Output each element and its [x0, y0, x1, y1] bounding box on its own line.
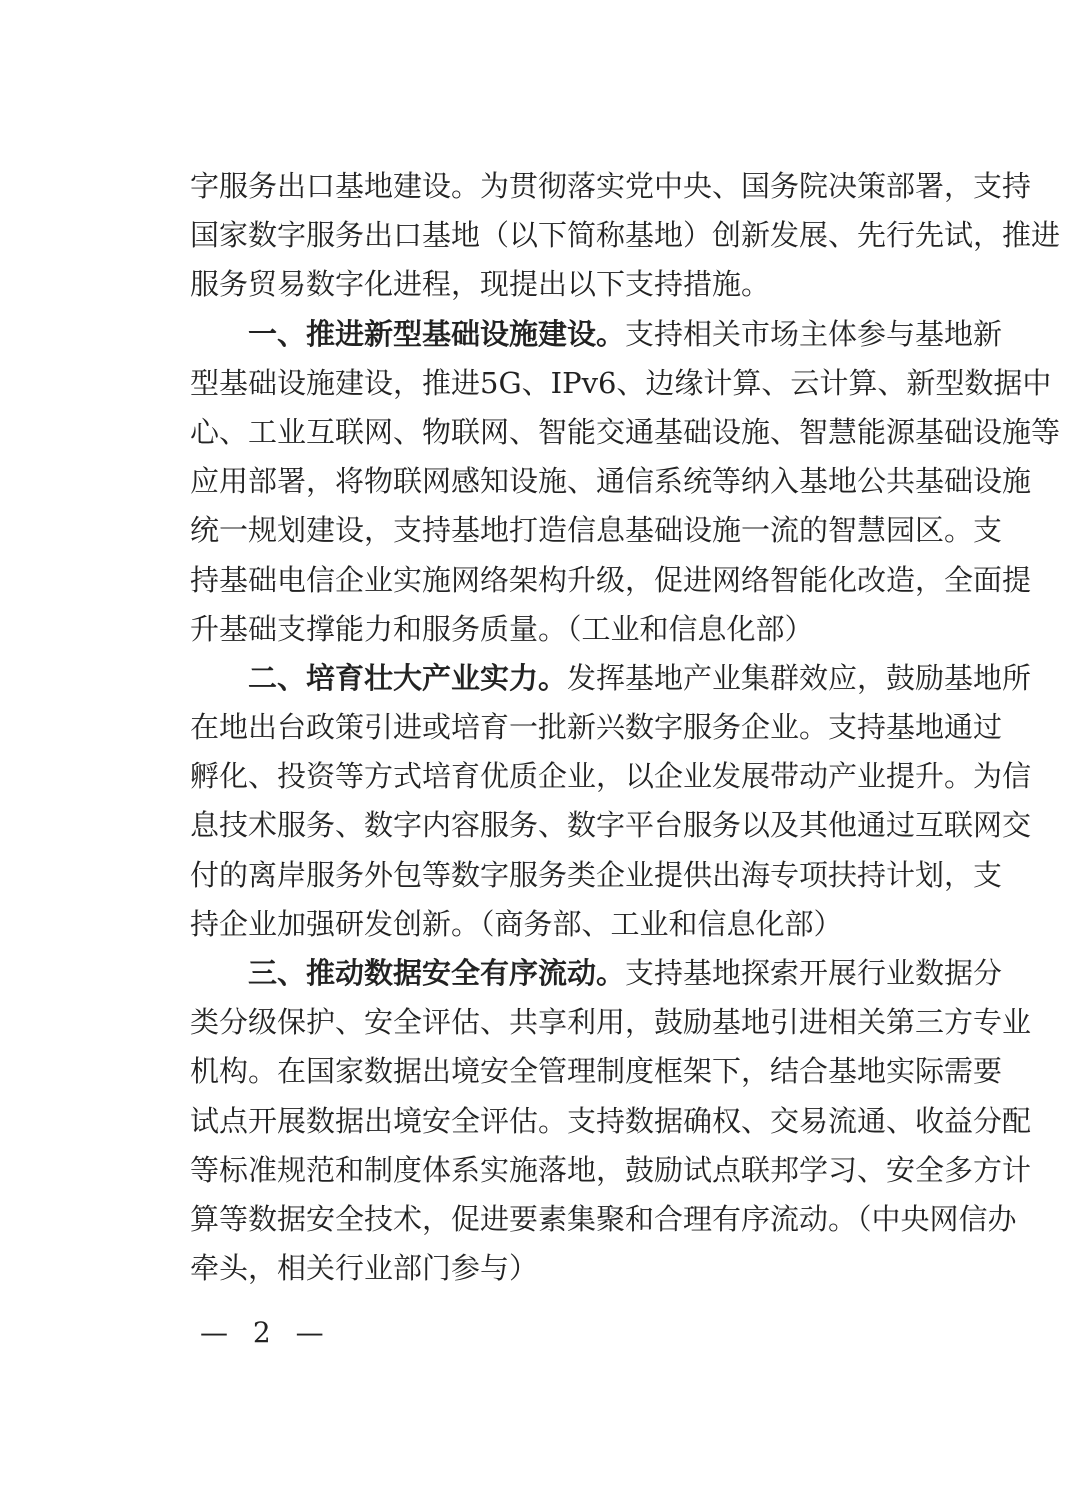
page-number: — 2 — [200, 1316, 332, 1349]
section3-heading: 三、推动数据安全有序流动。 [248, 956, 626, 990]
section2-first-line-text: 发挥基地产业集群效应，鼓励基地所 [567, 660, 1032, 695]
intro-line-2: 国家数字服务出口基地（以下简称基地）创新发展、先行先试，推进 [190, 218, 1061, 253]
section3-first-line-text: 支持基地探索开展行业数据分 [625, 956, 1003, 990]
section1-heading: 一、推进新型基础设施建设。 [248, 316, 626, 351]
section3-line-7: 牵头，相关行业部门参与） [190, 1251, 539, 1286]
section3-line-5: 等标准规范和制度体系实施落地，鼓励试点联邦学习、安全多方计 [190, 1152, 1032, 1187]
section1-line-2: 型基础设施建设，推进5G、IPv6、边缘计算、云计算、新型数据中 [190, 365, 1052, 400]
section1-first-line-text: 支持相关市场主体参与基地新 [625, 316, 1003, 351]
section3-line-3: 机构。在国家数据出境安全管理制度框架下，结合基地实际需要 [190, 1054, 1003, 1089]
section3-line-4: 试点开展数据出境安全评估。支持数据确权、交易流通、收益分配 [190, 1103, 1032, 1138]
section1-line-5: 统一规划建设，支持基地打造信息基础设施一流的智慧园区。支 [190, 513, 1003, 548]
section2-line-2: 在地出台政策引进或培育一批新兴数字服务企业。支持基地通过 [190, 710, 1003, 745]
section2-line-6: 持企业加强研发创新。（商务部、工业和信息化部） [190, 906, 843, 941]
section1-first-line [190, 310, 1003, 359]
section2-line-4: 息技术服务、数字内容服务、数字平台服务以及其他通过互联网交 [190, 808, 1032, 843]
section1-line-3: 心、工业互联网、物联网、智能交通基础设施、智慧能源基础设施等 [190, 414, 1061, 449]
section2-heading: 二、培育壮大产业实力。 [248, 660, 568, 695]
section1-line-6: 持基础电信企业实施网络架构升级，促进网络智能化改造，全面提 [190, 562, 1032, 597]
section3-first-line [190, 949, 1003, 998]
section1-line-7: 升基础支撑能力和服务质量。（工业和信息化部） [190, 611, 814, 646]
section2-first-line [190, 654, 1032, 703]
intro-line-3: 服务贸易数字化进程，现提出以下支持措施。 [190, 267, 771, 302]
section2-line-5: 付的离岸服务外包等数字服务类企业提供出海专项扶持计划，支 [190, 857, 1003, 892]
document-body [190, 162, 1061, 1293]
section3-line-2: 类分级保护、安全评估、共享利用，鼓励基地引进相关第三方专业 [190, 1005, 1032, 1040]
section1-line-4: 应用部署，将物联网感知设施、通信系统等纳入基地公共基础设施 [190, 464, 1032, 499]
section2-line-3: 孵化、投资等方式培育优质企业，以企业发展带动产业提升。为信 [190, 759, 1032, 794]
section3-line-6: 算等数据安全技术，促进要素集聚和合理有序流动。（中央网信办 [190, 1201, 1017, 1236]
intro-line-1: 字服务出口基地建设。为贯彻落实党中央、国务院决策部署，支持 [190, 169, 1032, 203]
